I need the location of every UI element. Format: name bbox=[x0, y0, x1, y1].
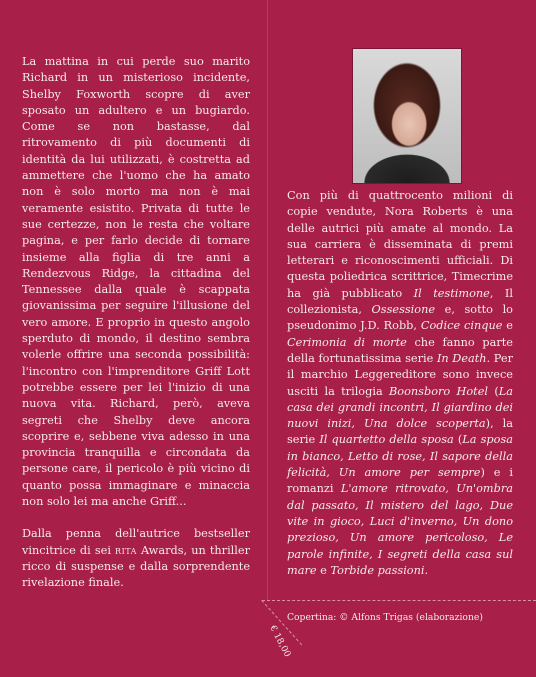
author-bio-column bbox=[287, 188, 513, 579]
synopsis-column bbox=[22, 54, 250, 592]
synopsis-paragraph: La mattina in cui perde suo marito Richard in un misterioso incidente, Shelby Foxworth scopre di aver sposato un adultero e un bugiardo. Come se non bastasse, dal ritrovamento di più documenti di identità da lui utilizzati, è costretta ad ammettere che l'uomo che ha amato non è solo morto ma non è mai veramente esistito. Privata di tutte le sue certezze, non le resta che voltare pagina, e per farlo decide di tornare insieme alla figlia di tre anni a Rendezvous Ridge, la cittadina del Tennessee dalla quale è scappata giovanissima per seguire l'illusione del vero amore. E proprio in questo angolo sperduto di mondo, il destino sembra volerle offrire una seconda possibilità: l'incontro con l'imprenditore Griff Lott potrebbe essere per lei l'inizio di una nuova vita. Richard, però, aveva segreti che Shelby deve ancora scoprire e, sebbene viva adesso in una provincia tranquilla e circondata da persone care, il pericolo è più vicino di quanto possa immaginare e minaccia non solo lei ma anche Griff... bbox=[22, 55, 250, 509]
author-bio: Con più di quattrocento milioni di copie vendute, Nora Roberts è una delle autrici più amate al mondo. La sua carriera è disseminata di premi letterari e riconoscimenti ufficiali. Di questa poliedrica scrittrice, Timecrime ha già pubblicato Il testimone, Il collezionista, Ossessione e, sotto lo pseudonimo J.D. Robb, Codice cinque e Cerimonia di morte che fanno parte della fortunatissima serie In Death. Per il marchio Leggereditore sono invece usciti la trilogia Boonsboro Hotel (La casa dei grandi incontri, Il giardino dei nuovi inizi, Una dolce scoperta), la serie Il quartetto della sposa (La sposa in bianco, Letto di rose, Il sapore della felicità, Un amore per sempre) e i romanzi L'amore ritrovato, Un'ombra dal passato, Il mistero del lago, Due vite in gioco, Luci d'inverno, Un dono prezioso, Un amore pericoloso, Le parole infinite, I segreti della casa sul mare e Torbide passioni. bbox=[287, 189, 514, 577]
rita-award-name: rita bbox=[115, 543, 137, 557]
tagline-paragraph bbox=[22, 526, 250, 591]
author-portrait-icon bbox=[352, 48, 462, 184]
cover-credit: Copertina: © Alfons Trigas (elaborazione) bbox=[287, 612, 483, 623]
tagline-text-end: Awards, un thriller ricco di suspense e dalla sorprendente rivelazione finale. bbox=[22, 543, 250, 590]
tagline-text-start: Dalla penna dell'autrice bestseller vincitrice di sei bbox=[22, 527, 250, 557]
price-label: € 18,00 bbox=[267, 624, 293, 660]
cut-line bbox=[262, 600, 536, 601]
flap-fold-line bbox=[267, 0, 268, 600]
